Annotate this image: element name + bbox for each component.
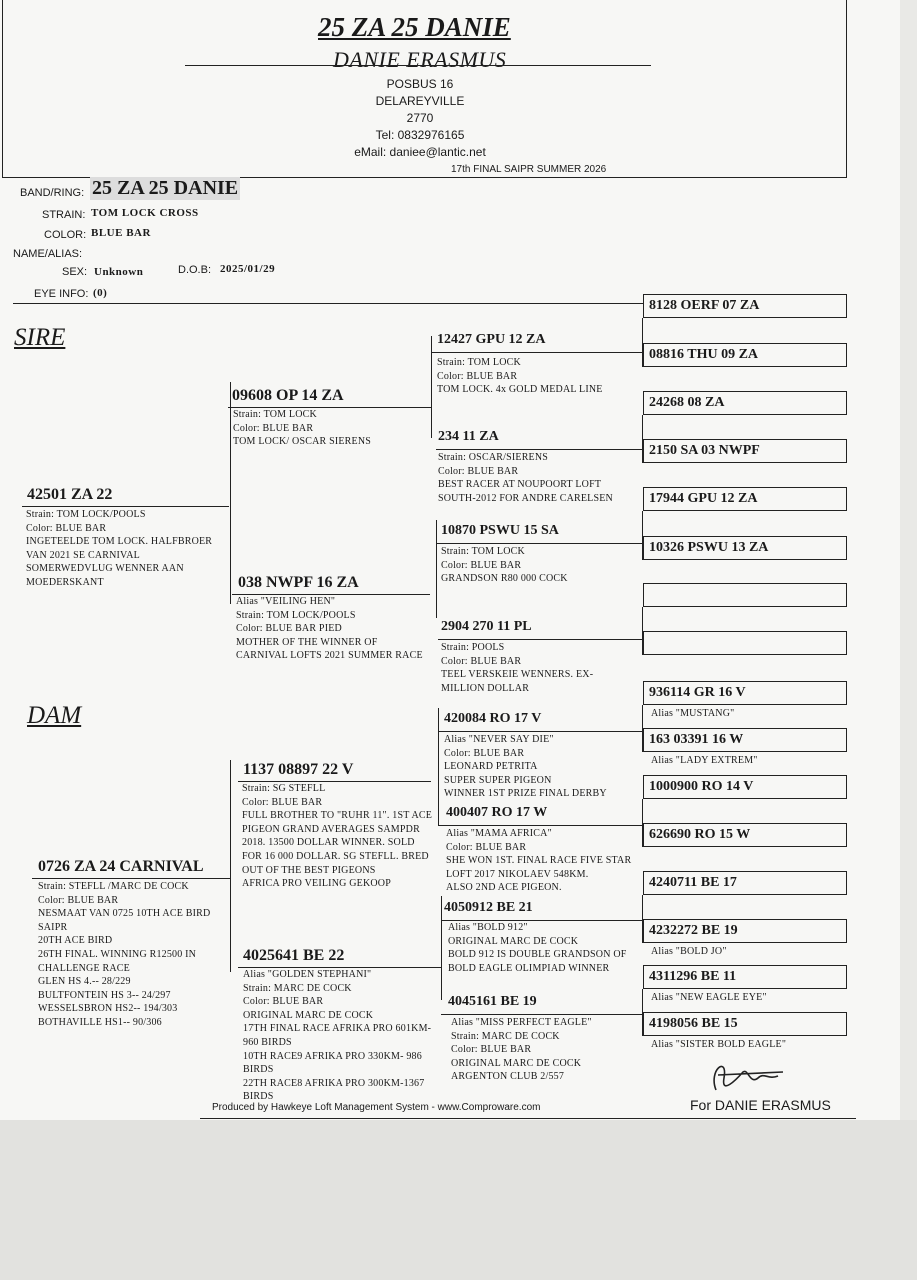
email: eMail: daniee@lantic.net: [354, 145, 486, 159]
g3-bird-info-line: Alias "NEVER SAY DIE": [444, 734, 554, 745]
g4-alias: Alias "SISTER BOLD EAGLE": [651, 1039, 787, 1050]
strain-value: TOM LOCK CROSS: [91, 207, 199, 219]
owner-underline: [185, 65, 651, 66]
g4-ring: 936114 GR 16 V: [649, 685, 746, 700]
g1-bird-info-line: 26TH FINAL. WINNING R12500 IN: [38, 948, 197, 960]
g3-bird-info-line: BEST RACER AT NOUPOORT LOFT: [438, 479, 602, 491]
g3-bird-info-line: Alias "BOLD 912": [448, 922, 528, 933]
g2-bird-info-line: Strain: TOM LOCK/POOLS: [236, 609, 356, 621]
g3-bracket: [642, 705, 643, 752]
g3-bird-info-line: Color: BLUE BAR: [441, 655, 522, 667]
g1-bird-info-line: GLEN HS 4.-- 28/229: [38, 976, 131, 988]
g1-bird-rule: [22, 506, 229, 507]
g4-box: [643, 631, 847, 655]
address-line-3: 2770: [406, 111, 434, 125]
g1-bird-info-line: VAN 2021 SE CARNIVAL: [26, 549, 140, 561]
g4-alias: Alias "LADY EXTREM": [651, 755, 758, 766]
g3-bracket: [642, 607, 643, 655]
g4-alias: Alias "MUSTANG": [651, 708, 735, 719]
g3-bird-info-line: MILLION DOLLAR: [441, 682, 530, 694]
g4-ring: 2150 SA 03 NWPF: [649, 443, 760, 458]
g3-bird-info-line: TOM LOCK. 4x GOLD MEDAL LINE: [437, 384, 603, 396]
address-line-1: POSBUS 16: [386, 77, 454, 91]
g1-bird-info: [38, 880, 210, 1030]
g3-bird-info: [441, 545, 568, 586]
g1-bird-rule: [32, 878, 230, 879]
g3-bird-info: [444, 733, 607, 801]
g3-bird-info-line: SUPER SUPER PIGEON: [444, 774, 552, 786]
g1-bird-info: [26, 508, 212, 590]
g2-bird-info-line: 17TH FINAL RACE AFRIKA PRO 601KM-: [243, 1023, 432, 1035]
sex-label: SEX:: [62, 266, 88, 278]
sex-value: Unknown: [94, 266, 144, 278]
g1-bird-info-line: SAIPR: [38, 921, 68, 933]
g3-bracket: [642, 989, 643, 1036]
g1-bird-info-line: Color: BLUE BAR: [26, 522, 107, 534]
g3-bird-info-line: TEEL VERSKEIE WENNERS. EX-: [441, 669, 594, 681]
g3-bird-info: [451, 1016, 592, 1084]
signature-mark: [688, 1050, 798, 1100]
g4-ring: 8128 OERF 07 ZA: [649, 298, 760, 313]
g1-bird-info-line: WESSELSBRON HS2-- 194/303: [38, 1003, 178, 1015]
color-label: COLOR:: [44, 229, 87, 241]
g3-bird-info-line: Strain: TOM LOCK: [441, 546, 525, 557]
race-info: 17th FINAL SAIPR SUMMER 2026: [451, 164, 607, 175]
produced-by: Produced by Hawkeye Loft Management System - www.Comproware.com: [212, 1102, 541, 1113]
g3-bird-info-line: LOFT 2017 NIKOLAEV 548KM.: [446, 868, 589, 880]
g3-bird-info-line: BOLD 912 IS DOUBLE GRANDSON OF: [448, 949, 627, 961]
g4-alias: Alias "NEW EAGLE EYE": [651, 992, 767, 1003]
g3-bird-ring: 12427 GPU 12 ZA: [437, 332, 546, 347]
eye-info-value: (0): [93, 287, 108, 299]
g2-bird-info: [236, 595, 423, 663]
g4-ring: 08816 THU 09 ZA: [649, 347, 759, 362]
g3-bird-info-line: Color: BLUE BAR: [451, 1044, 532, 1056]
g3-bracket: [642, 415, 643, 463]
g3-bird-ring: 2904 270 11 PL: [441, 619, 532, 634]
g2-bird-info-line: MOTHER OF THE WINNER OF: [236, 636, 378, 648]
g3-bracket: [642, 511, 643, 560]
g2-bird-info-line: 960 BIRDS: [243, 1036, 292, 1048]
footer-rule: [200, 1118, 856, 1119]
g2-bracket: [441, 896, 442, 1000]
g3-bird-info-line: Color: BLUE BAR: [438, 465, 519, 477]
g3-bird-info-line: WINNER 1ST PRIZE FINAL DERBY: [444, 788, 607, 800]
name-alias-label: NAME/ALIAS:: [13, 248, 83, 260]
g1-bird-info-line: Strain: STEFLL /MARC DE COCK: [38, 881, 189, 892]
g1-bird-info-line: INGETEELDE TOM LOCK. HALFBROER: [26, 536, 213, 548]
g3-bird-info-line: Strain: POOLS: [441, 642, 505, 653]
g4-ring: 4240711 BE 17: [649, 875, 737, 890]
g3-bird-info-line: Color: BLUE BAR: [446, 841, 527, 853]
g2-bird-info-line: 2018. 13500 DOLLAR WINNER. SOLD: [242, 837, 415, 849]
g2-bird-ring: 1137 08897 22 V: [243, 761, 354, 778]
g3-bracket: [642, 895, 643, 943]
g3-bird-rule: [436, 543, 642, 544]
g3-bird-info-line: Color: BLUE BAR: [444, 747, 525, 759]
g1-bird-info-line: Color: BLUE BAR: [38, 894, 119, 906]
g1-bird-ring: 42501 ZA 22: [27, 486, 113, 503]
g3-bird-ring: 234 11 ZA: [438, 429, 499, 444]
g2-bird-info-line: TOM LOCK/ OSCAR SIERENS: [233, 436, 372, 448]
g3-bird-info: [441, 641, 593, 695]
g2-bird-info: [233, 408, 371, 449]
g4-box: [643, 583, 847, 607]
g3-bird-ring: 10870 PSWU 15 SA: [441, 523, 559, 538]
g2-bracket: [438, 708, 439, 826]
g3-bird-rule: [441, 1014, 651, 1015]
g2-bird-info: [242, 782, 432, 891]
g3-bird-info-line: Alias "MAMA AFRICA": [446, 828, 552, 839]
g3-bird-info: [446, 827, 631, 895]
g2-bird-info-line: 10TH RACE9 AFRIKA PRO 330KM- 986: [243, 1050, 422, 1062]
g3-bird-info-line: Strain: MARC DE COCK: [451, 1030, 560, 1042]
for-owner: For DANIE ERASMUS: [690, 1097, 831, 1113]
g3-bracket: [642, 799, 643, 847]
g3-bird-info-line: Color: BLUE BAR: [437, 370, 518, 382]
g1-bracket: [230, 760, 231, 972]
g4-alias: Alias "BOLD JO": [651, 946, 727, 957]
g2-bird-info-line: BIRDS: [243, 1091, 274, 1103]
g3-bird-info-line: ORIGINAL MARC DE COCK: [451, 1057, 582, 1069]
g1-bird-info-line: SOMERWEDVLUG WENNER AAN: [26, 563, 184, 575]
owner-name: DANIE ERASMUS: [333, 47, 507, 72]
color-value: BLUE BAR: [91, 227, 151, 239]
g3-bird-rule: [438, 639, 642, 640]
telephone: Tel: 0832976165: [375, 128, 465, 142]
band-label: BAND/RING:: [20, 187, 85, 199]
g3-bird-info-line: Strain: TOM LOCK: [437, 357, 521, 368]
g3-bird-ring: 420084 RO 17 V: [444, 711, 542, 726]
g3-bird-rule: [438, 731, 644, 732]
g2-bird-ring: 4025641 BE 22: [243, 947, 345, 964]
g3-bracket: [642, 318, 643, 367]
g1-bird-info-line: MOEDERSKANT: [26, 576, 104, 588]
g4-ring: 4232272 BE 19: [649, 923, 738, 938]
g2-bird-info-line: Strain: MARC DE COCK: [243, 982, 352, 994]
strain-label: STRAIN:: [42, 209, 86, 221]
g1-bird-info-line: Strain: TOM LOCK/POOLS: [26, 509, 146, 520]
g3-bird-rule: [438, 825, 650, 826]
g1-bird-info-line: BULTFONTEIN HS 3-- 24/297: [38, 989, 171, 1001]
sire-heading: SIRE: [14, 324, 66, 351]
g3-bird-rule: [431, 352, 642, 353]
g3-bird-info-line: ALSO 2ND ACE PIGEON.: [446, 882, 562, 894]
g2-bird-info-line: FOR 16 000 DOLLAR. SG STEFLL. BRED: [242, 850, 429, 862]
g3-bird-info-line: SHE WON 1ST. FINAL RACE FIVE STAR: [446, 855, 632, 867]
g3-bird-ring: 4045161 BE 19: [448, 994, 537, 1009]
g4-ring: 4311296 BE 11: [649, 969, 737, 984]
g2-bird-info-line: FULL BROTHER TO "RUHR 11". 1ST ACE: [242, 810, 433, 822]
background-surface: [0, 1120, 917, 1280]
g2-bird-info-line: Color: BLUE BAR PIED: [236, 623, 342, 635]
g4-ring: 163 03391 16 W: [649, 732, 744, 747]
g4-ring: 24268 08 ZA: [649, 395, 725, 410]
g2-bird-info-line: ORIGINAL MARC DE COCK: [243, 1009, 374, 1021]
g1-bird-info-line: CHALLENGE RACE: [38, 962, 130, 974]
g2-bird-ring: 038 NWPF 16 ZA: [238, 574, 359, 591]
g3-bird-info-line: Alias "MISS PERFECT EAGLE": [451, 1017, 592, 1028]
g3-bird-rule: [436, 449, 642, 450]
g2-bird-info-line: OUT OF THE BEST PIGEONS: [242, 864, 376, 876]
g2-bird-info-line: PIGEON GRAND AVERAGES SAMPDR: [242, 823, 420, 835]
g2-bird-ring: 09608 OP 14 ZA: [232, 387, 344, 404]
g4-ring: 17944 GPU 12 ZA: [649, 491, 758, 506]
g3-bird-ring: 4050912 BE 21: [444, 900, 533, 915]
g3-bird-info: [438, 451, 613, 505]
dam-heading: DAM: [27, 702, 82, 729]
g1-bird-info-line: 20TH ACE BIRD: [38, 935, 113, 947]
g2-bird-info-line: Color: BLUE BAR: [243, 996, 324, 1008]
band-value: 25 ZA 25 DANIE: [92, 177, 239, 199]
g2-bird-info-line: Color: BLUE BAR: [242, 796, 323, 808]
g1-bird-info-line: NESMAAT VAN 0725 10TH ACE BIRD: [38, 908, 211, 920]
g1-bracket: [230, 382, 231, 604]
g2-bird-info-line: Alias "GOLDEN STEPHANI": [243, 969, 372, 980]
eye-info-label: EYE INFO:: [34, 288, 89, 300]
g2-bird-info-line: Strain: SG STEFLL: [242, 783, 326, 794]
g3-bird-info-line: Strain: OSCAR/SIERENS: [438, 452, 549, 463]
g3-bird-info-line: GRANDSON R80 000 COCK: [441, 573, 568, 585]
g4-ring: 10326 PSWU 13 ZA: [649, 540, 769, 555]
g2-bird-info-line: AFRICA PRO VEILING GEKOOP: [242, 878, 391, 890]
g4-ring: 1000900 RO 14 V: [649, 779, 754, 794]
g1-bird-ring: 0726 ZA 24 CARNIVAL: [38, 858, 204, 875]
g2-bird-info-line: CARNIVAL LOFTS 2021 SUMMER RACE: [236, 650, 423, 662]
g3-bird-ring: 400407 RO 17 W: [446, 805, 548, 820]
dob-value: 2025/01/29: [220, 263, 276, 275]
g3-bird-info-line: BOLD EAGLE OLIMPIAD WINNER: [448, 962, 610, 974]
g3-bird-info: [437, 356, 603, 397]
g3-bird-info-line: Color: BLUE BAR: [441, 559, 522, 571]
g2-bird-info-line: Color: BLUE BAR: [233, 422, 314, 434]
g2-bird-info-line: 22TH RACE8 AFRIKA PRO 300KM-1367: [243, 1077, 425, 1089]
g3-bird-info-line: ARGENTON CLUB 2/557: [451, 1071, 565, 1083]
g2-bracket: [436, 520, 437, 618]
g2-bird-info-line: BIRDS: [243, 1064, 274, 1076]
g4-ring: 4198056 BE 15: [649, 1016, 738, 1031]
address-line-2: DELAREYVILLE: [375, 94, 465, 108]
g2-bird-info-line: Alias "VEILING HEN": [236, 596, 336, 607]
g2-bird-info: [243, 968, 431, 1104]
g3-bird-info-line: SOUTH-2012 FOR ANDRE CARELSEN: [438, 492, 613, 504]
g1-bird-info-line: BOTHAVILLE HS1-- 90/306: [38, 1016, 162, 1028]
g3-bird-info: [448, 921, 627, 975]
g4-ring: 626690 RO 15 W: [649, 827, 751, 842]
g3-bird-info-line: LEONARD PETRITA: [444, 761, 538, 773]
page-title: 25 ZA 25 DANIE: [318, 12, 511, 42]
g2-bird-info-line: Strain: TOM LOCK: [233, 409, 317, 420]
dob-label: D.O.B:: [178, 264, 212, 276]
g3-bird-info-line: ORIGINAL MARC DE COCK: [448, 935, 579, 947]
